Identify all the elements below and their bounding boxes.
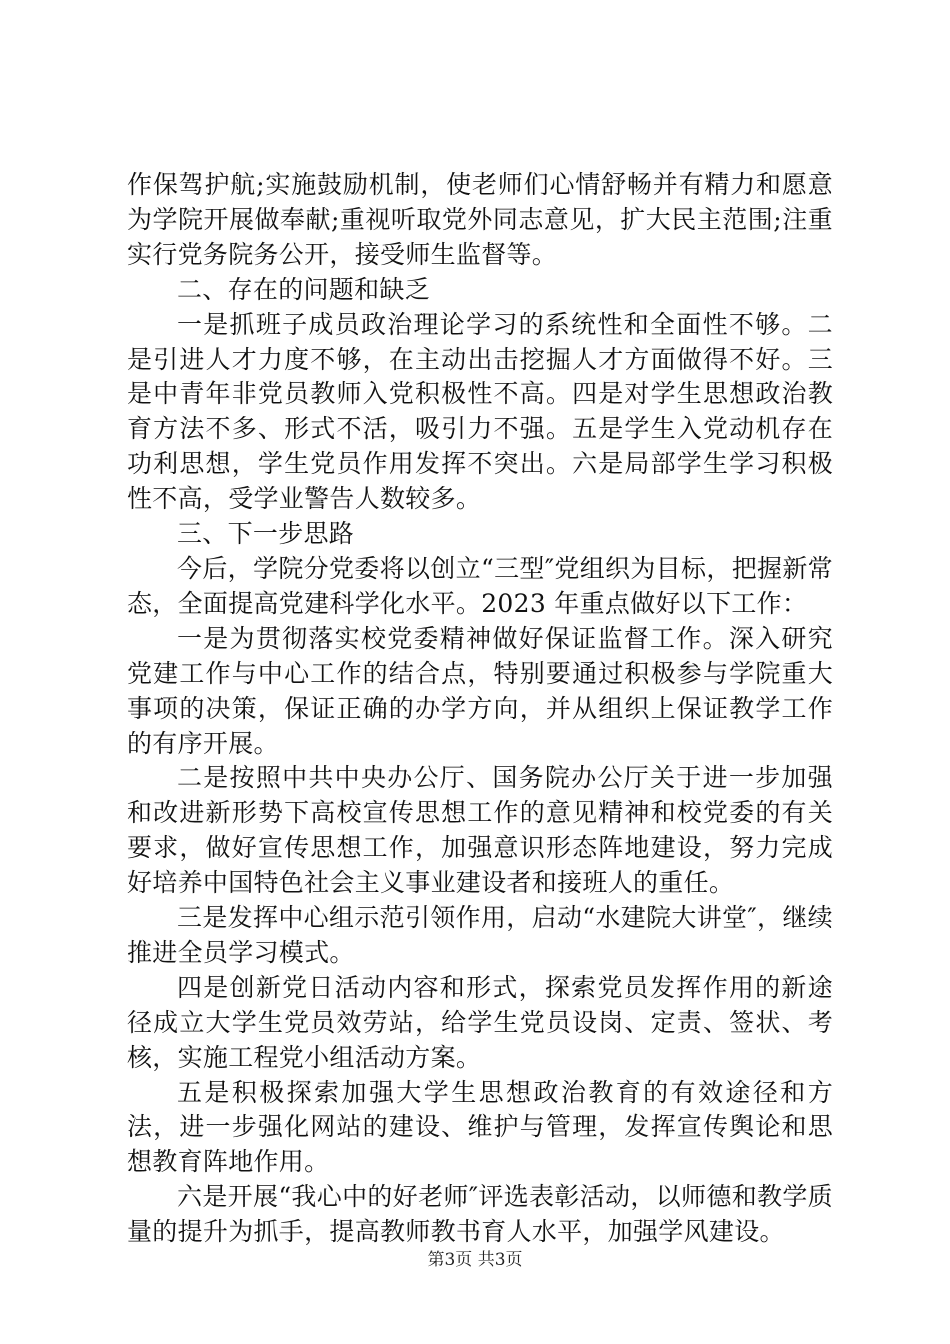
paragraph-item-3: 三是发挥中心组示范引领作用，启动“水建院大讲堂″，继续推进全员学习模式。 — [127, 903, 833, 967]
paragraph-continuation: 作保驾护航;实施鼓励机制，使老师们心情舒畅并有精力和愿意为学院开展做奉献;重视听取党外同志意见，扩大民主范围;注重实行党务院务公开，接受师生监督等。 — [127, 170, 833, 269]
paragraph-item-1: 一是为贯彻落实校党委精神做好保证监督工作。深入研究党建工作与中心工作的结合点，特别要通过积极参与学院重大事项的决策，保证正确的办学方向，并从组织上保证教学工作的有序开展。 — [127, 623, 833, 758]
paragraph-item-2: 二是按照中共中央办公厅、国务院办公厅关于进一步加强和改进新形势下高校宣传思想工作的意见精神和校党委的有关要求，做好宣传思想工作，加强意识形态阵地建设，努力完成好培养中国特色社会主义事业建设者和接班人的重任。 — [127, 763, 833, 898]
section-heading-problems: 二、存在的问题和缺乏 — [177, 274, 431, 304]
document-body — [127, 168, 833, 1250]
paragraph-item-6: 六是开展“我心中的好老师″评选表彰活动，以师德和教学质量的提升为抓手，提高教师教书育人水平，加强学风建设。 — [127, 1182, 833, 1247]
paragraph-item-5: 五是积极探索加强大学生思想政治教育的有效途径和方法，进一步强化网站的建设、维护与管理，发挥宣传舆论和思想教育阵地作用。 — [127, 1077, 833, 1177]
page-footer: 第3页 共3页 — [427, 1250, 523, 1270]
paragraph-intro-next-steps: 今后，学院分党委将以创立“三型″党组织为目标，把握新常态，全面提高党建科学化水平。2023 年重点做好以下工作： — [127, 553, 833, 618]
section-heading-next-steps: 三、下一步思路 — [177, 519, 355, 549]
paragraph-problems: 一是抓班子成员政治理论学习的系统性和全面性不够。二是引进人才力度不够，在主动出击挖掘人才方面做得不好。三是中青年非党员教师入党积极性不高。四是对学生思想政治教育方法不多、形式不活，吸引力不强。五是学生入党动机存在功利思想，学生党员作用发挥不突出。六是局部学生学习积极性不高，受学业警告人数较多。 — [127, 309, 833, 514]
paragraph-item-4: 四是创新党日活动内容和形式，探索党员发挥作用的新途径成立大学生党员效劳站，给学生党员设岗、定责、签状、考核，实施工程党小组活动方案。 — [127, 972, 833, 1072]
